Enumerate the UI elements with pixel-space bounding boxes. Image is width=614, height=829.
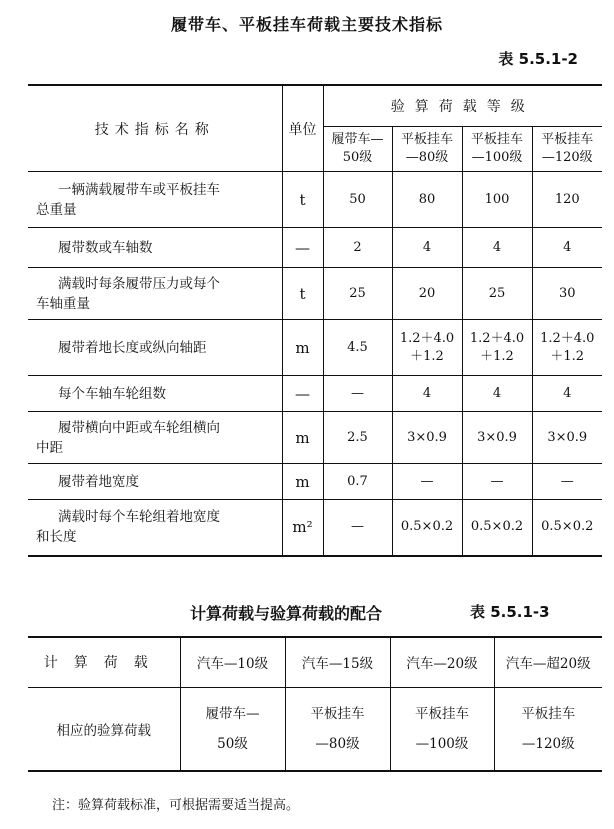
indicator-name-line: 车轴重量 xyxy=(36,295,90,312)
check-load-line: 履带车— xyxy=(205,705,260,722)
header-column-line: 履带车— xyxy=(331,132,384,147)
footnote: 注：验算荷载标准，可根据需要适当提高。 xyxy=(52,798,300,813)
value-line: 4 xyxy=(422,239,432,255)
header-column-line: 平板挂车 xyxy=(470,132,523,147)
value-line: 20 xyxy=(418,285,436,301)
value-line: 2.5 xyxy=(347,429,368,445)
value-cell xyxy=(323,412,392,464)
value-line: 4 xyxy=(563,239,572,255)
table-row xyxy=(28,464,602,500)
value-cell xyxy=(392,228,462,268)
value-cell xyxy=(392,500,462,556)
value-cell xyxy=(392,172,462,228)
value-line: 0.5×0.2 xyxy=(470,519,524,535)
value-cell xyxy=(462,500,532,556)
indicator-name-line: 履带着地宽度 xyxy=(58,473,139,490)
value-cell xyxy=(462,320,532,376)
calc-load-cell: 汽车—超20级 xyxy=(494,637,602,687)
value-cell xyxy=(323,500,392,556)
value-cell xyxy=(392,412,462,464)
value-cell xyxy=(532,228,602,268)
value-line: ＋1.2 xyxy=(550,348,585,364)
header-unit: 单位 xyxy=(282,85,323,172)
unit-cell: — xyxy=(282,228,323,268)
value-line: 2 xyxy=(353,239,362,255)
check-load-line: —120级 xyxy=(521,735,575,752)
value-cell xyxy=(323,172,392,228)
header-column-line: —120级 xyxy=(541,150,593,165)
value-line: 1.2＋4.0 xyxy=(399,330,455,346)
value-cell xyxy=(462,228,532,268)
indicator-name-line: 一辆满载履带车或平板挂车 xyxy=(58,181,220,198)
value-line: 4 xyxy=(492,385,502,401)
calc-load-cell: 汽车—15级 xyxy=(285,637,390,687)
value-cell xyxy=(392,320,462,376)
check-load-line: 平板挂车 xyxy=(310,705,365,722)
header-column xyxy=(392,127,462,172)
check-load-line: —80级 xyxy=(315,735,360,752)
header-column-line: 平板挂车 xyxy=(541,132,594,147)
check-load-line: 平板挂车 xyxy=(415,705,469,722)
table1-title: 履带车、平板挂车荷载主要技术指标 xyxy=(170,15,443,34)
value-cell xyxy=(532,268,602,320)
value-line: 4 xyxy=(422,385,432,401)
value-line: — xyxy=(490,473,504,489)
value-cell xyxy=(462,464,532,500)
indicator-name-line: 和长度 xyxy=(36,529,77,546)
value-line: 0.7 xyxy=(347,473,368,489)
value-line: 1.2＋4.0 xyxy=(540,330,595,346)
header-column-line: 50级 xyxy=(342,150,373,165)
table-row xyxy=(28,500,602,556)
indicator-name-line: 每个车轴车轮组数 xyxy=(58,385,166,402)
table-row xyxy=(28,376,602,412)
indicator-name xyxy=(28,320,282,376)
value-line: ＋1.2 xyxy=(410,348,444,364)
value-cell xyxy=(532,320,602,376)
value-cell xyxy=(392,268,462,320)
value-cell xyxy=(462,412,532,464)
value-cell xyxy=(392,464,462,500)
unit-cell: m xyxy=(282,412,323,464)
check-load-cell xyxy=(494,687,602,771)
indicator-name-line: 履带着地长度或纵向轴距 xyxy=(58,339,207,356)
value-line: 3×0.9 xyxy=(477,429,517,445)
table-row xyxy=(28,412,602,464)
indicator-name xyxy=(28,172,282,228)
value-line: 4 xyxy=(563,385,572,401)
value-cell xyxy=(323,228,392,268)
table2-number: 表 5.5.1-3 xyxy=(470,603,550,621)
value-cell xyxy=(462,172,532,228)
table2-row2-head: 相应的验算荷载 xyxy=(28,687,180,771)
value-cell xyxy=(532,500,602,556)
unit-cell: m xyxy=(282,320,323,376)
calc-load-cell: 汽车—20级 xyxy=(390,637,494,687)
check-load-line: —100级 xyxy=(415,735,469,752)
unit-cell: — xyxy=(282,376,323,412)
check-load-cell xyxy=(180,687,285,771)
table1 xyxy=(28,84,602,557)
value-line: 4 xyxy=(492,239,502,255)
value-line: — xyxy=(351,519,364,535)
table-row xyxy=(28,268,602,320)
check-load-cell xyxy=(390,687,494,771)
value-line: 25 xyxy=(349,285,366,301)
table2-row1-head: 计算荷载 xyxy=(28,637,180,687)
value-line: 30 xyxy=(558,285,576,301)
value-line: 1.2＋4.0 xyxy=(469,330,525,346)
value-cell xyxy=(532,412,602,464)
value-line: 100 xyxy=(484,191,510,207)
value-cell xyxy=(323,320,392,376)
check-load-line: 平板挂车 xyxy=(521,705,576,722)
value-line: 3×0.9 xyxy=(547,429,588,445)
unit-cell: t xyxy=(282,268,323,320)
indicator-name-line: 满载时每个车轮组着地宽度 xyxy=(58,509,220,526)
value-line: 80 xyxy=(418,191,436,207)
indicator-name-line: 中距 xyxy=(36,439,63,456)
value-line: — xyxy=(351,385,364,401)
header-column xyxy=(532,127,602,172)
value-line: 3×0.9 xyxy=(407,429,447,445)
indicator-name-line: 履带横向中距或车轮组横向 xyxy=(58,419,220,436)
value-cell xyxy=(323,268,392,320)
value-line: 0.5×0.2 xyxy=(541,519,594,535)
value-cell xyxy=(532,464,602,500)
value-line: 25 xyxy=(488,285,506,301)
header-column-line: —80级 xyxy=(405,150,449,165)
header-column xyxy=(323,127,392,172)
value-line: 0.5×0.2 xyxy=(400,519,454,535)
unit-cell: m² xyxy=(282,500,323,556)
table-row xyxy=(28,172,602,228)
table1-number: 表 5.5.1-2 xyxy=(498,50,578,68)
unit-cell: t xyxy=(282,172,323,228)
value-cell xyxy=(323,376,392,412)
value-line: ＋1.2 xyxy=(480,348,514,364)
value-cell xyxy=(392,376,462,412)
indicator-name-line: 满载时每条履带压力或每个 xyxy=(58,275,220,292)
indicator-name-line: 履带数或车轴数 xyxy=(58,239,153,256)
table-row xyxy=(28,320,602,376)
indicator-name-line: 总重量 xyxy=(36,201,77,218)
value-line: 120 xyxy=(554,191,580,207)
header-column-line: 平板挂车 xyxy=(400,132,453,147)
header-column xyxy=(462,127,532,172)
header-column-line: —100级 xyxy=(471,150,523,165)
table-row xyxy=(28,228,602,268)
value-line: 4.5 xyxy=(347,339,368,355)
check-load-cell xyxy=(285,687,390,771)
indicator-name xyxy=(28,500,282,556)
value-cell xyxy=(532,376,602,412)
value-line: — xyxy=(560,473,574,489)
table2 xyxy=(28,636,602,772)
value-cell xyxy=(532,172,602,228)
value-cell xyxy=(462,268,532,320)
indicator-name xyxy=(28,412,282,464)
header-group: 验算荷载等级 xyxy=(323,85,602,127)
indicator-name xyxy=(28,464,282,500)
value-cell xyxy=(462,376,532,412)
check-load-line: 50级 xyxy=(217,735,248,752)
indicator-name xyxy=(28,228,282,268)
indicator-name xyxy=(28,376,282,412)
value-line: — xyxy=(420,473,434,489)
table2-title: 计算荷载与验算荷载的配合 xyxy=(190,604,383,623)
calc-load-cell: 汽车—10级 xyxy=(180,637,285,687)
value-line: 50 xyxy=(349,191,366,207)
indicator-name xyxy=(28,268,282,320)
unit-cell: m xyxy=(282,464,323,500)
header-name: 技术指标名称 xyxy=(28,85,282,172)
value-cell xyxy=(323,464,392,500)
